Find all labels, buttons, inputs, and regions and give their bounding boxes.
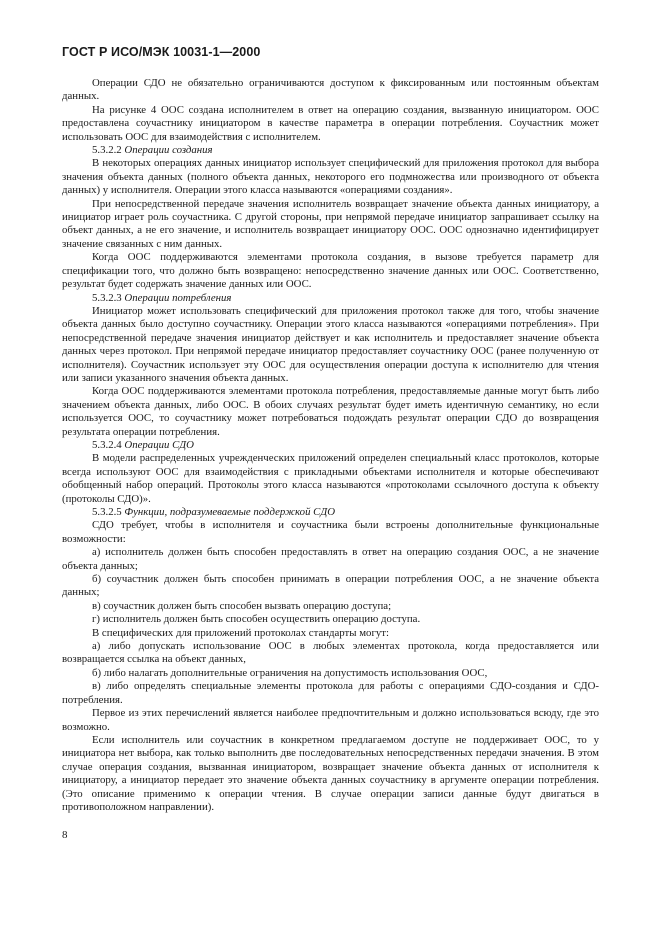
list-item: б) соучастник должен быть способен принимать в операции потребления ООС, а не значение объекта данных; bbox=[62, 573, 599, 599]
paragraph: В модели распределенных учрежденческих приложений определен специальный класс протоколов, которые всегда используют ООС для взаимодействия с прикладными объектами исполнителя и которые обеспечивают обобщенный набор операций. Протоколы этого класса называются «протоколами ссылочного доступа к объекту (протоколы СДО)». bbox=[62, 452, 599, 505]
paragraph: При непосредственной передаче значения исполнитель возвращает значение объекта данных инициатору, а инициатор играет роль соучастника. С другой стороны, при непрямой передаче инициатор запрашивает ссылку на объект данных, а не его значение, и исполнитель возвращает инициатору ООС. ООС однозначно идентифицирует значение связанных с ним данных. bbox=[62, 197, 599, 250]
section-number: 5.3.2.3 bbox=[92, 291, 122, 304]
paragraph: В специфических для приложений протоколах стандарты могут: bbox=[92, 626, 389, 639]
section-heading bbox=[62, 144, 599, 157]
paragraph: В некоторых операциях данных инициатор использует специфический для приложения протокол для выбора значения объекта данных (полного объекта данных, некоторого его подмножества или производного от объекта данных) у исполнителя. Операции этого класса называются «операциями создания». bbox=[62, 157, 599, 197]
paragraph: Первое из этих перечислений является наиболее предпочтительным и должно использоваться всюду, где это возможно. bbox=[62, 707, 599, 733]
list-item: г) исполнитель должен быть способен осуществить операцию доступа. bbox=[92, 613, 421, 626]
section-number: 5.3.2.2 bbox=[92, 144, 122, 157]
list-item: а) исполнитель должен быть способен предоставлять в ответ на операцию создания ООС, а не значение объекта данных; bbox=[62, 546, 599, 572]
paragraph: Когда ООС поддерживаются элементами протокола потребления, предоставляемые данные могут быть либо значением объекта данных, либо ООС. В обоих случаях результат будет иметь идентичную семантику, но если используется ООС, то соучастнику может потребоваться подождать результат операции СДО до возвращения результата операции потребления. bbox=[62, 385, 599, 438]
section-title: Операции потребления bbox=[124, 291, 232, 304]
section-heading bbox=[62, 439, 599, 452]
list-item: а) либо допускать использование ООС в любых элементах протокола, когда предоставляется или возвращается ссылка на объект данных, bbox=[62, 640, 599, 666]
document-body bbox=[62, 77, 599, 814]
paragraph: Операции СДО не обязательно ограничиваются доступом к фиксированным или постоянным объектам данных. bbox=[62, 77, 599, 103]
paragraph: СДО требует, чтобы в исполнителя и соучастника были встроены дополнительные функциональные возможности: bbox=[62, 519, 599, 545]
paragraph: Когда ООС поддерживаются элементами протокола создания, в вызове требуется параметр для спецификации того, что должно быть возвращено: непосредственно значение данных или ООС. Соответственно, результат будет содержать значение данных или ООС. bbox=[62, 251, 599, 291]
section-title: Операции создания bbox=[124, 144, 213, 157]
list-item: в) соучастник должен быть способен вызвать операцию доступа; bbox=[92, 599, 392, 612]
document-header: ГОСТ Р ИСО/МЭК 10031-1—2000 bbox=[62, 45, 261, 59]
paragraph: Инициатор может использовать специфический для приложения протокол также для того, чтобы значение объекта данных было доступно соучастнику. Операции этого класса называются «операциями потребления». При непосредственной передаче значения инициатор действует и как исполнитель и предоставляет значение объекта данных через протокол. При непрямой передаче инициатор предоставляет соучастнику ООС (ранее полученную от исполнителя). Соучастник использует эту ООС для осуществления операции доступа к исполнителю для чтения или записи указанного значения объекта данных. bbox=[62, 304, 599, 384]
list-item: в) либо определять специальные элементы протокола для работы с операциями СДО-создания и СДО-потребления. bbox=[62, 680, 599, 706]
section-title: Функции, подразумеваемые поддержкой СДО bbox=[124, 506, 336, 518]
section-heading bbox=[62, 292, 599, 305]
paragraph: Если исполнитель или соучастник в конкретном предлагаемом доступе не поддерживает ООС, то у инициатора нет выбора, как только выполнить две последовательных непосредственных передачи значения. В этом случае операция создания, вызванная инициатором, возвращает значение объекта данных от исполнителя к инициатору, а инициатор передает это значение объекта данных соучастнику в аргументе операции потребления. (Это описание применимо к операции чтения. В случае операции записи данные будут двигаться в противоположном направлении). bbox=[62, 733, 599, 813]
section-heading bbox=[62, 506, 599, 519]
section-number: 5.3.2.5 bbox=[92, 506, 122, 518]
section-number: 5.3.2.4 bbox=[92, 438, 122, 451]
section-title: Операции СДО bbox=[124, 438, 194, 451]
page-number: 8 bbox=[62, 829, 68, 841]
list-item: б) либо налагать дополнительные ограничения на допустимость использования ООС, bbox=[92, 666, 488, 679]
paragraph: На рисунке 4 ООС создана исполнителем в ответ на операцию создания, вызванную инициатором. ООС предоставлена соучастнику инициатором в качестве параметра в операции потребления. Соучастник может использовать ООС для взаимодействия с исполнителем. bbox=[62, 103, 599, 143]
